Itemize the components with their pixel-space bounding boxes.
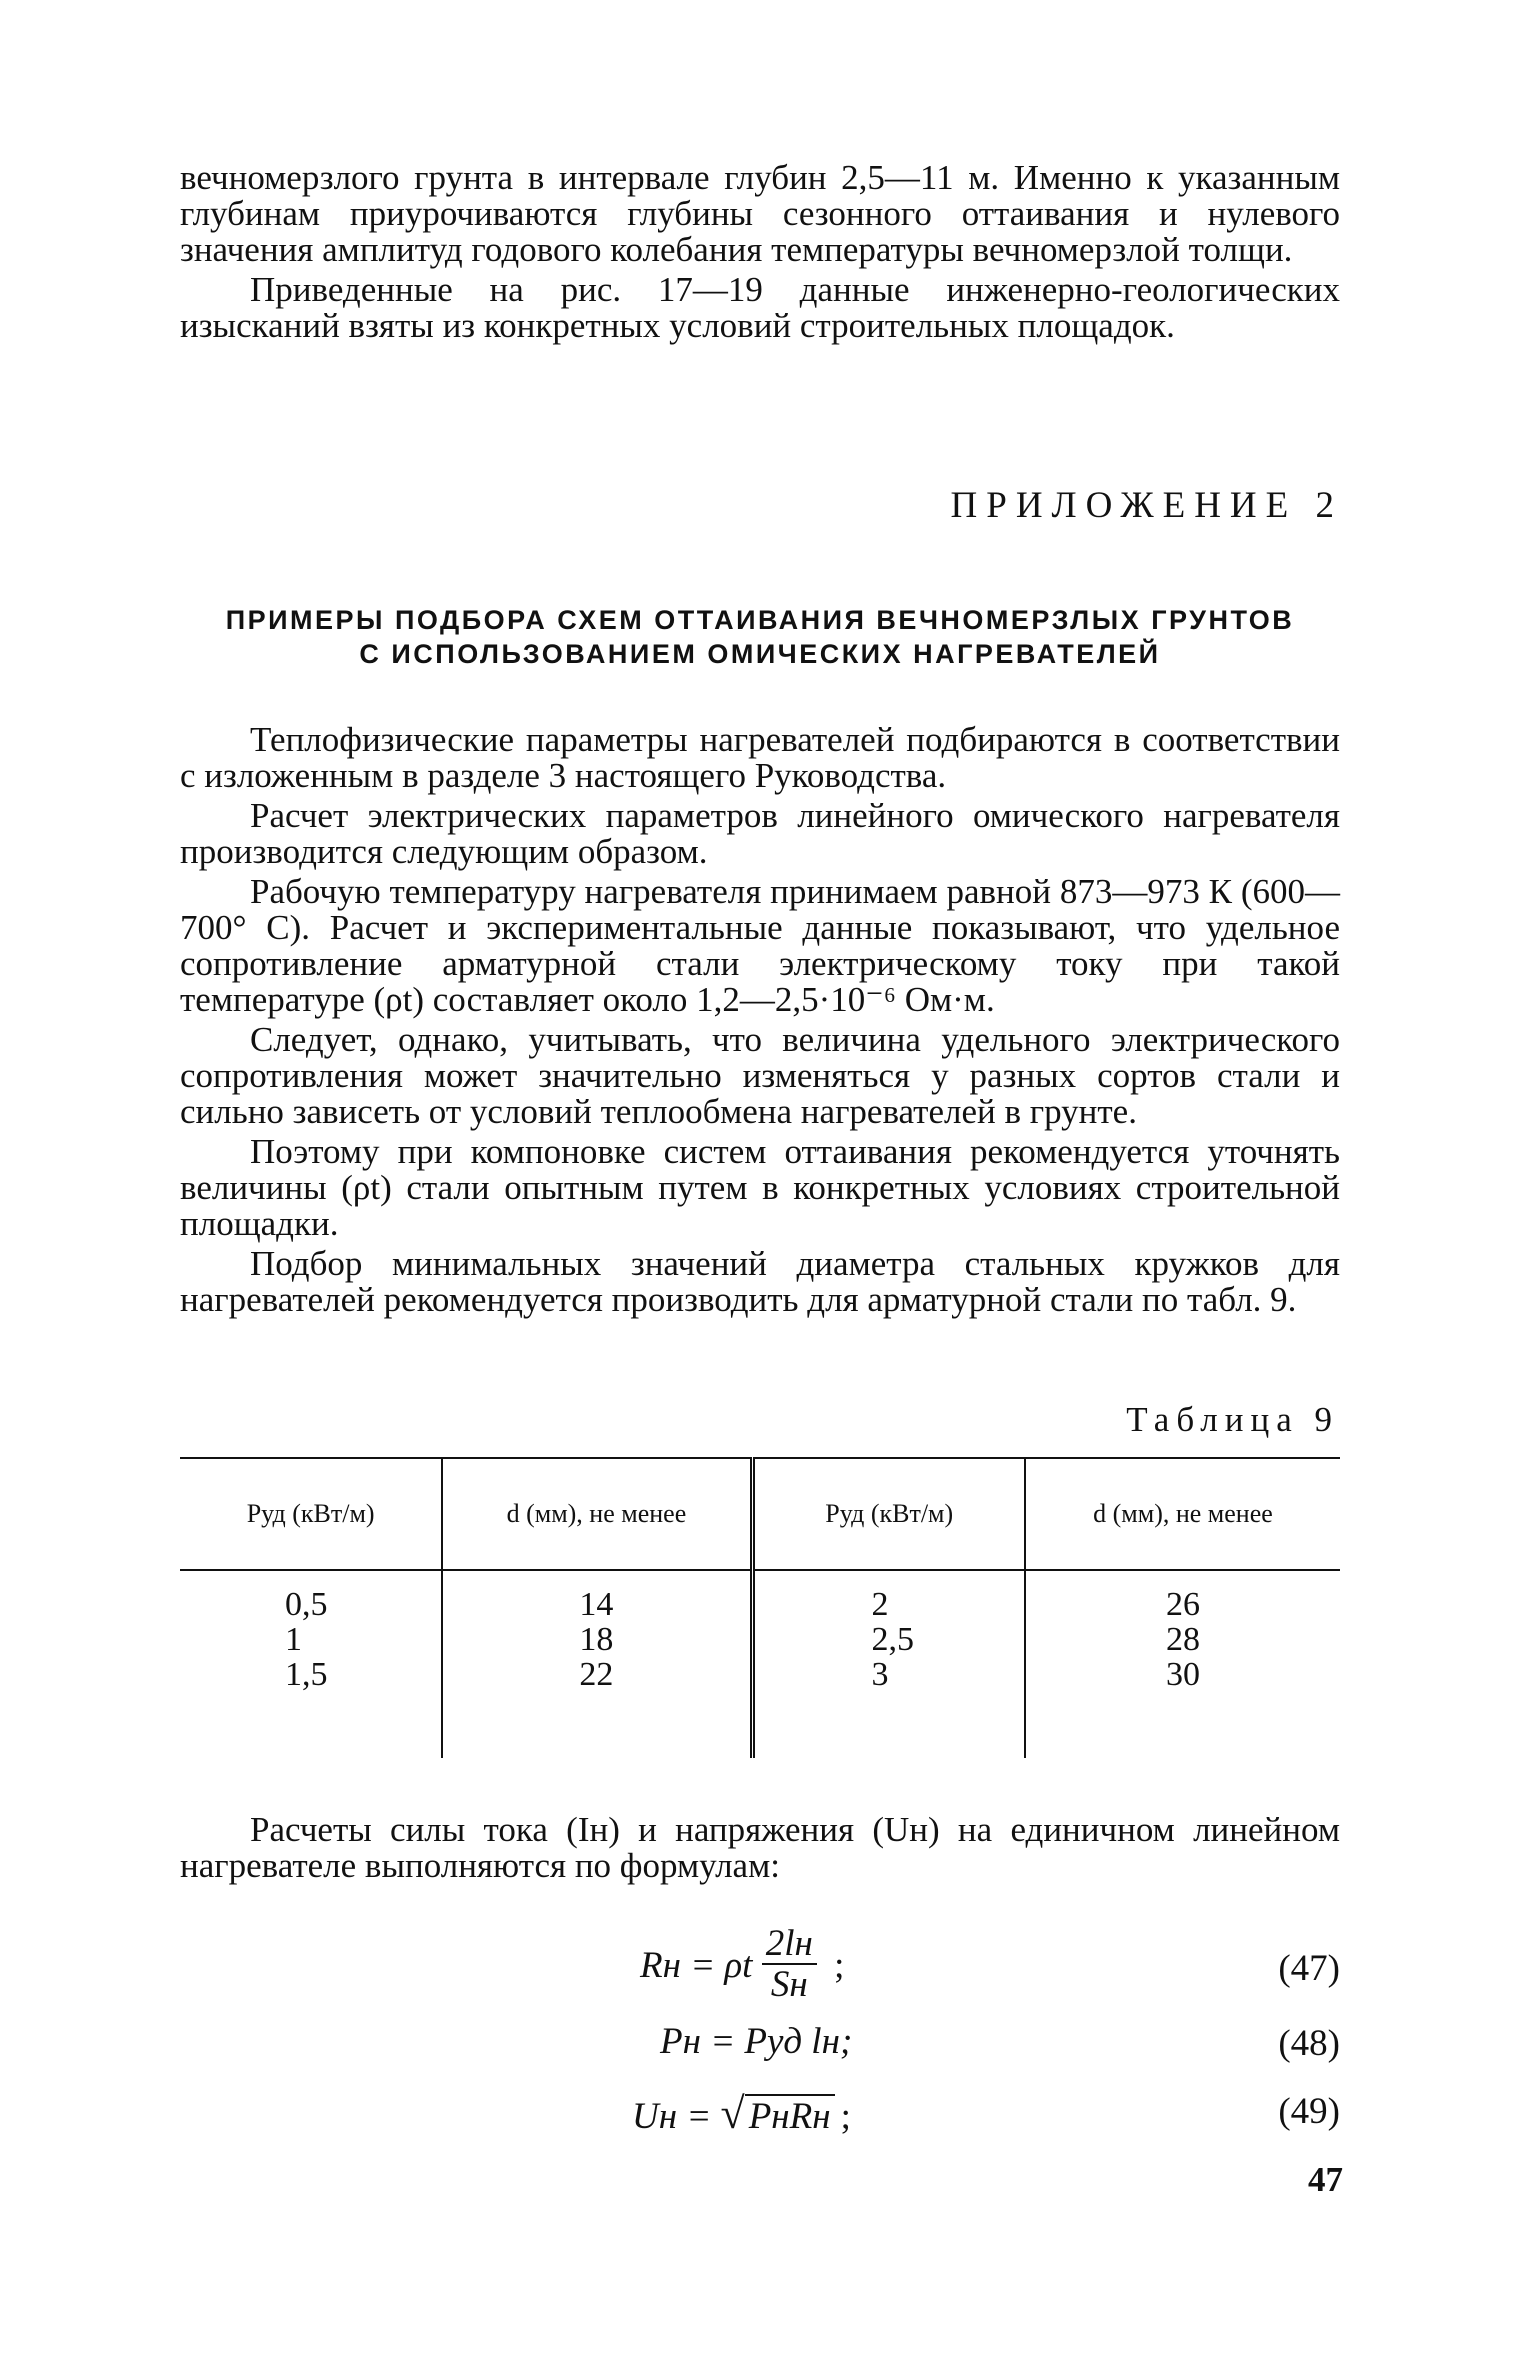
table-header-cell: d (мм), не менее [1025,1458,1340,1570]
formula-47-number: (47) [1278,1948,1340,1989]
formula-49-radicand: PнRн [745,2094,835,2137]
section-heading-line-2: С ИСПОЛЬЗОВАНИЕМ ОМИЧЕСКИХ НАГРЕВАТЕЛЕЙ [359,639,1161,669]
table-header-cell: d (мм), не менее [442,1458,752,1570]
body-paragraph-3: Рабочую температуру нагревателя принимаем равной 873—973 К (600—700° С). Расчет и экспериментальные данные показывают, что удельное сопротивление арматурной стали электрическому току при такой температуре (ρt) составляет около 1,2—2,5·10⁻⁶ Ом·м. [180,872,1340,1019]
section-heading [180,603,1340,671]
formula-47-tail: ; [834,1944,845,1986]
sqrt-icon: √ [720,2089,745,2138]
table-header-row [180,1458,1340,1570]
table-value: 1 [285,1621,302,1658]
formula-48 [180,2012,1340,2072]
body-paragraph-6: Подбор минимальных значений диаметра стальных кружков для нагревателей рекомендуется производить для арматурной стали по табл. 9. [180,1244,1340,1319]
formulas-intro [180,1812,1340,1884]
table-value: 18 [579,1621,614,1658]
intro-text [180,160,1340,344]
formula-47-fraction [762,1925,817,2005]
table-value: 26 [1165,1586,1200,1623]
table-value: 28 [1165,1621,1200,1658]
page-number: 47 [1308,2160,1343,2199]
formula-49-lhs: Uн = [632,2096,721,2137]
table-caption: Таблица 9 [1126,1400,1339,1439]
appendix-label: ПРИЛОЖЕНИЕ 2 [950,485,1343,526]
formula-47-expression [640,1925,844,2005]
table-9 [180,1457,1340,1758]
table-value: 1,5 [285,1656,328,1693]
formula-47-lhs: Rн = ρt [640,1944,753,1986]
table-cell-column-1 [180,1570,442,1758]
table-cell-column-2 [442,1570,752,1758]
table-cell-column-3 [752,1570,1025,1758]
intro-paragraph-2: Приведенные на рис. 17—19 данные инженерно-геологических изысканий взяты из конкретных условий строительных площадок. [180,270,1340,345]
formula-49-expression [632,2088,851,2139]
table-row [180,1570,1340,1758]
body-paragraph-5: Поэтому при компоновке систем оттаивания рекомендуется уточнять величины (ρt) стали опытным путем в конкретных условиях строительной площадки. [180,1132,1340,1243]
formulas-intro-paragraph: Расчеты силы тока (Iн) и напряжения (Uн) на единичном линейном нагревателе выполняются по формулам: [180,1810,1340,1885]
formula-47-numerator: 2lн [762,1925,817,1965]
table-value: 3 [871,1656,889,1693]
table-header-cell: Pуд (кВт/м) [180,1458,442,1570]
body-paragraph-4: Следует, однако, учитывать, что величина удельного электрического сопротивления может значительно изменяться у разных сортов стали и сильно зависеть от условий теплообмена нагревателей в грунте. [180,1020,1340,1131]
formula-49-number: (49) [1278,2091,1340,2132]
formula-48-number: (48) [1278,2023,1340,2064]
table-value: 2,5 [871,1621,915,1658]
formula-48-expression: Pн = Pуд lн; [660,2021,853,2062]
table-value: 0,5 [285,1586,328,1623]
formula-49-tail: ; [840,2096,851,2137]
formula-47 [180,1925,1340,2025]
section-heading-line-1: ПРИМЕРЫ ПОДБОРА СХЕМ ОТТАИВАНИЯ ВЕЧНОМЕРЗЛЫХ ГРУНТОВ [225,605,1295,635]
table-value: 30 [1165,1656,1200,1693]
table-value: 14 [579,1586,614,1623]
table-value: 22 [579,1656,614,1693]
formula-47-denominator: Sн [770,1964,808,2005]
body-text [180,722,1340,1318]
formula-49 [180,2080,1340,2140]
table-value: 2 [871,1586,889,1623]
body-paragraph-1: Теплофизические параметры нагревателей подбираются в соответствии с изложенным в разделе 3 настоящего Руководства. [180,720,1340,795]
body-paragraph-2: Расчет электрических параметров линейного омического нагревателя производится следующим образом. [180,796,1340,871]
intro-paragraph-1: вечномерзлого грунта в интервале глубин 2,5—11 м. Именно к указанным глубинам приурочиваются глубины сезонного оттаивания и нулевого значения амплитуд годового колебания температуры вечномерзлой толщи. [180,158,1340,269]
table-header-cell: Pуд (кВт/м) [752,1458,1025,1570]
table-cell-column-4 [1025,1570,1340,1758]
